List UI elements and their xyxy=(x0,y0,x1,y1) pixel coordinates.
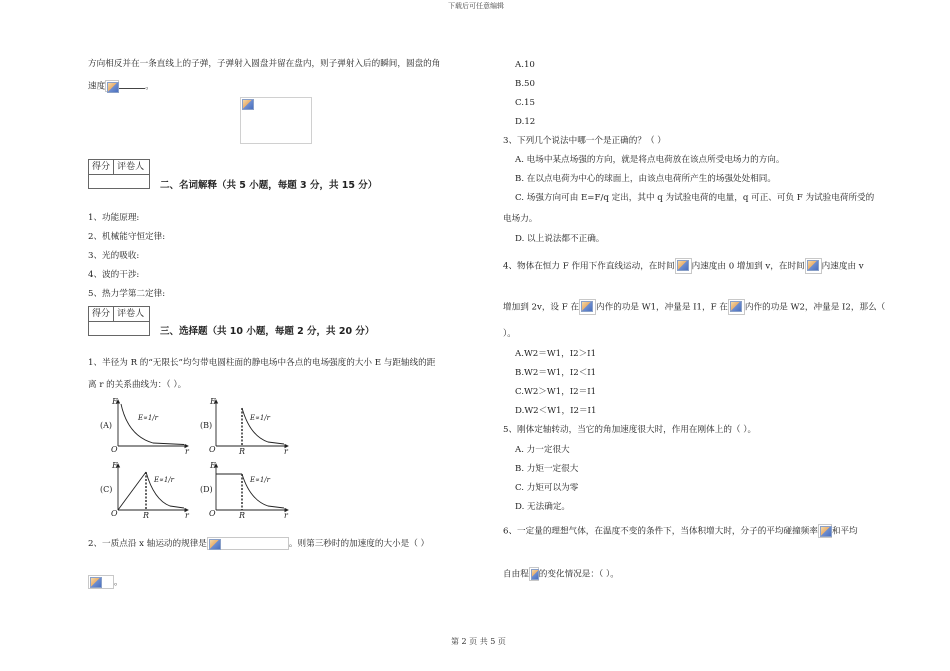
graph-a-origin: O xyxy=(111,445,118,454)
q3-option-c: C. 场强方向可由 E=F/q 定出，其中 q 为试验电荷的电量，q 可正、可负 F 为试验电荷所受的 xyxy=(515,193,875,203)
top-note: 下载后可任意编辑 xyxy=(448,2,504,10)
graph-a-r: r xyxy=(185,447,189,456)
prev-question-line1: 方向相反并在一条直线上的子弹，子弹射入圆盘并留在盘内，则子弹射入后的瞬间，圆盘的角 xyxy=(88,59,441,69)
q4-option-c: C.W2＞W1，I2＝I1 xyxy=(515,387,597,397)
q6-l2-a: 自由程 xyxy=(503,569,529,580)
q4-option-b: B.W2＝W1，I2＜I1 xyxy=(515,368,597,378)
q5-option-b: B. 力矩一定很大 xyxy=(515,464,579,474)
q4-l1-c: 内速度由 v xyxy=(821,261,864,272)
q4-l1-a: 4、物体在恒力 F 作用下作直线运动，在时间 xyxy=(503,261,675,272)
graph-b-r: r xyxy=(284,447,288,456)
q5-stem: 5、刚体定轴转动，当它的角加速度很大时，作用在刚体上的（ ）。 xyxy=(503,425,757,435)
graph-a-curve xyxy=(121,404,184,445)
score-box-section2 xyxy=(88,159,150,175)
q3-option-d: D. 以上说法都不正确。 xyxy=(515,234,605,244)
term-3: 3、光的吸收: xyxy=(88,251,140,261)
q1-line2: 离 r 的关系曲线为：（ ）。 xyxy=(88,380,187,390)
q3-stem: 3、下列几个说法中哪一个是正确的？（ ） xyxy=(503,136,666,146)
formula-image xyxy=(88,575,114,589)
q2-answer-line xyxy=(88,575,123,589)
graph-d-label: (D) xyxy=(200,485,213,494)
q4-l1-b: 内速度由 0 增加到 v，在时间 xyxy=(691,261,805,272)
graph-d-r: r xyxy=(284,511,288,520)
graph-b-e: E xyxy=(210,397,216,406)
score-box-section2-blank xyxy=(88,174,150,189)
formula-image xyxy=(805,258,822,274)
q2-suffix: 。则第三秒时的加速度的大小是（ ） xyxy=(288,539,430,549)
q5-option-d: D. 无法确定。 xyxy=(515,502,571,512)
graph-d-formula: E∝1/r xyxy=(250,476,271,484)
q4-option-d: D.W2＜W1，I2＝I1 xyxy=(515,406,597,416)
formula-image xyxy=(529,567,539,581)
score-label: 得分 xyxy=(89,307,114,321)
graph-c-radius: R xyxy=(143,511,150,520)
graph-c-e: E xyxy=(112,461,118,470)
graph-d-radius: R xyxy=(239,511,246,520)
q6-l2-b: 的变化情况是：（ ）。 xyxy=(538,569,619,580)
graph-c-rise xyxy=(118,472,146,510)
q4-line3: ）。 xyxy=(503,329,516,339)
score-box-section3-blank xyxy=(88,321,150,336)
q6-l1-a: 6、一定量的理想气体，在温度不变的条件下，当体积增大时，分子的平均碰撞频率 xyxy=(503,526,818,537)
q2-after: 。 xyxy=(114,577,123,588)
q6-l1-b: 和平均 xyxy=(831,526,858,537)
prev-question-suffix: 。 xyxy=(145,81,154,92)
q4-l2-c: 内作的功是 W2，冲量是 I2，那么（ xyxy=(744,302,886,313)
section3-title: 三、选择题（共 10 小题，每题 2 分，共 20 分） xyxy=(160,326,375,337)
answer-blank xyxy=(119,88,145,89)
prev-option-a: A.10 xyxy=(515,60,535,70)
broken-image-icon xyxy=(105,80,119,92)
graph-c-label: (C) xyxy=(100,485,113,494)
q4-l2-a: 增加到 2v，设 F 在 xyxy=(503,302,580,313)
graph-d-origin: O xyxy=(209,509,216,518)
q5-option-c: C. 力矩可以为零 xyxy=(515,483,579,493)
prev-option-d: D.12 xyxy=(515,117,536,127)
graph-c-formula: E∝1/r xyxy=(154,476,175,484)
graph-a-e: E xyxy=(112,397,118,406)
term-5: 5、热力学第二定律: xyxy=(88,289,166,299)
score-label: 得分 xyxy=(89,160,114,174)
q6-line1 xyxy=(503,524,858,538)
grader-label: 评卷人 xyxy=(117,162,145,172)
term-4: 4、波的干涉: xyxy=(88,270,140,280)
formula-image xyxy=(675,258,692,274)
term-1: 1、功能原理: xyxy=(88,213,140,223)
prev-question-line2 xyxy=(88,80,154,93)
q1-graphs-figure xyxy=(98,396,298,520)
graph-b-radius: R xyxy=(239,447,246,456)
page-number: 第 2 页 共 5 页 xyxy=(451,637,506,646)
q3-option-b: B. 在以点电荷为中心的球面上，由该点电荷所产生的场强处处相同。 xyxy=(515,174,776,184)
grader-label: 评卷人 xyxy=(117,309,145,319)
q2-prefix: 2、一质点沿 x 轴运动的规律是 xyxy=(88,539,207,549)
score-box-section3 xyxy=(88,306,150,322)
prev-option-b: B.50 xyxy=(515,79,535,89)
formula-image xyxy=(207,537,289,550)
term-2: 2、机械能守恒定律: xyxy=(88,232,166,242)
figure-placeholder xyxy=(240,97,312,144)
graph-b-formula: E∝1/r xyxy=(250,414,271,422)
section2-title: 二、名词解释（共 5 小题，每题 3 分，共 15 分） xyxy=(160,180,378,191)
formula-image xyxy=(579,299,596,315)
prev-question-prefix: 速度 xyxy=(88,81,106,92)
q2-line xyxy=(88,537,429,550)
q3-option-a: A. 电场中某点场强的方向，就是将点电荷放在该点所受电场力的方向。 xyxy=(515,155,785,165)
prev-option-c: C.15 xyxy=(515,98,535,108)
q4-line2 xyxy=(503,299,885,315)
graph-c-r: r xyxy=(185,511,189,520)
graph-a-label: (A) xyxy=(100,421,113,430)
q4-option-a: A.W2＝W1，I2＞I1 xyxy=(515,349,597,359)
q6-line2 xyxy=(503,567,619,581)
formula-image xyxy=(818,524,832,538)
q5-option-a: A. 力一定很大 xyxy=(515,445,570,455)
q1-line1: 1、半径为 R 的“无限长”均匀带电圆柱面的静电场中各点的电场强度的大小 E 与距轴线的距 xyxy=(88,358,436,368)
graph-d-e: E xyxy=(210,461,216,470)
graph-b-origin: O xyxy=(209,445,216,454)
q3-option-c-cont: 电场力。 xyxy=(503,214,538,224)
q4-line1 xyxy=(503,258,864,274)
graph-b-label: (B) xyxy=(200,421,213,430)
graph-a-formula: E∝1/r xyxy=(138,414,159,422)
q4-l2-b: 内作的功是 W1，冲量是 I1，F 在 xyxy=(596,302,728,313)
graph-c-origin: O xyxy=(111,509,118,518)
formula-image xyxy=(728,299,745,315)
broken-image-icon xyxy=(242,99,254,110)
